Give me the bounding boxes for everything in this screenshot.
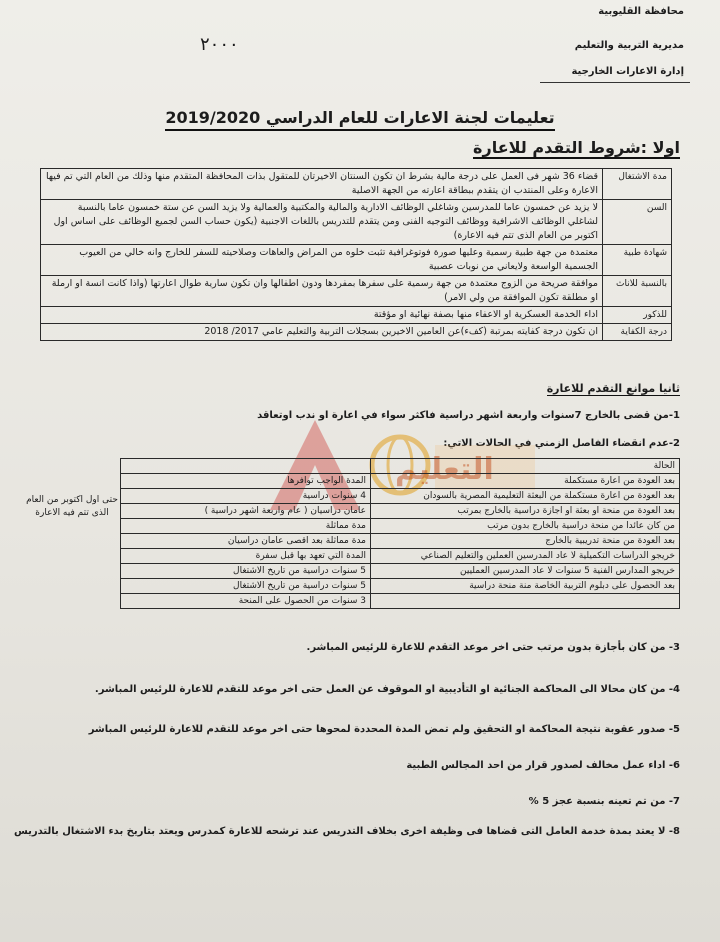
- section1-heading: اولا :شروط التقدم للاعارة: [473, 138, 680, 157]
- document-title-text: تعليمات لجنة الاعارات للعام الدراسي 2019/2020: [165, 108, 554, 131]
- condition-value: لا يزيد عن خمسون عاما للمدرسين وشاغلي الوظائف الادارية والمالية والمكتبية والعمالية ولا يزيد السن عن ستة خمسون عاما بالنسبة لشاغلي الوظائف الاشرافية ووظائف التوجيه الفنى ومن يتقدم للتدريس باللغات الاجنبية (يكون حساب السن لجميع الوظائف على اساس اول اكتوبر من العام الذى تتم فيه الاعارة): [41, 200, 603, 245]
- obstacle-item-7: 7- من تم تعينه بنسبة عجز 5 %: [528, 796, 680, 807]
- condition-row: [41, 324, 672, 341]
- condition-key: شهادة طبية: [603, 245, 672, 276]
- gap-case: بعد العودة من اعارة مستكملة: [371, 474, 680, 489]
- condition-value: معتمدة من جهة طبية رسمية وعليها صورة فوتوغرافية تثبت خلوه من المراض والعاهات وصلاحيته للسفر للخارج وانه خالي من العيوب الجسمية الواسعة ولايعاني من نوبات عصبية: [41, 245, 603, 276]
- gap-period-table: [120, 458, 680, 609]
- directorate-label: مديرية التربية والتعليم: [574, 40, 684, 51]
- gap-period-header: [121, 459, 371, 474]
- obstacle-item-5: 5- صدور عقوبة نتيجة المحاكمة او التحقيق ولم تمض المدة المحددة لمحوها حتى اخر موعد للتقدم للاعارة للرئيس المباشر: [88, 724, 680, 735]
- condition-key: بالنسبة للاناث: [603, 276, 672, 307]
- condition-row: [41, 307, 672, 324]
- condition-value: اداء الخدمة العسكرية او الاعفاء منها بصفة نهائية او مؤقتة: [41, 307, 603, 324]
- gap-period: مدة مماثلة: [121, 519, 371, 534]
- table-row: [121, 489, 680, 504]
- table-row: [121, 549, 680, 564]
- obstacle-item-4: 4- من كان محالا الى المحاكمة الجنائية او التأديبية او الموقوف عن العمل حتى اخر موعد للتقدم للاعارة للرئيس المباشر.: [94, 684, 680, 695]
- gap-case: [371, 594, 680, 609]
- governorate-label: محافظة القليوبية: [598, 6, 684, 17]
- condition-value: موافقة صريحة من الزوج معتمدة من جهة رسمية على سفرها بمفردها ودون اطفالها وان تكون سارية طوال اعارتها (واذا كانت انسة او ارملة او مطلقة تكون الموافقة من ولي الامر): [41, 276, 603, 307]
- gap-case: خريجو المدارس الفنية 5 سنوات لا عاد المدرسين العمليين: [371, 564, 680, 579]
- gap-period: 5 سنوات دراسية من تاريخ الاشتغال: [121, 564, 371, 579]
- condition-key: السن: [603, 200, 672, 245]
- section2-heading: ثانيا موانع التقدم للاعارة: [546, 382, 680, 395]
- gap-case: بعد العودة من اعارة مستكملة من البعثة التعليمية المصرية بالسودان: [371, 489, 680, 504]
- table-row: [121, 519, 680, 534]
- gap-period: المدة الواجب توافرها: [121, 474, 371, 489]
- department-label: إدارة الاعارات الخارجية: [571, 66, 684, 77]
- watermark-text: التعليم: [395, 452, 494, 487]
- gap-period: 3 سنوات من الحصول على المنحة: [121, 594, 371, 609]
- gap-case: بعد الحصول على دبلوم التربية الخاصة منة منحة دراسية: [371, 579, 680, 594]
- gap-case: بعد العودة من منحة او بعثة او اجازة دراسية بالخارج بمرتب: [371, 504, 680, 519]
- obstacle-point-1: 1-من قضى بالخارج 7سنوات واربعة اشهر دراسية فاكثر سواء في اعارة او ندب اوتعاقد: [257, 410, 680, 421]
- condition-key: للذكور: [603, 307, 672, 324]
- obstacle-item-6: 6- اداء عمل مخالف لصدور قرار من احد المجالس الطبية: [406, 760, 680, 771]
- condition-row: [41, 169, 672, 200]
- obstacle-point-2: 2-عدم انقضاء الفاصل الزمني في الحالات الاتي:: [443, 438, 680, 449]
- gap-case-header: الحالة: [371, 459, 680, 474]
- gap-table-header-row: [121, 459, 680, 474]
- gap-period: المدة التي تعهد بها قبل سفرة: [121, 549, 371, 564]
- condition-key: درجة الكفاية: [603, 324, 672, 341]
- gap-period: عامان دراسيان ( عام واربعة اشهر دراسية ): [121, 504, 371, 519]
- table-row: [121, 579, 680, 594]
- table-row: [121, 594, 680, 609]
- table-row: [121, 474, 680, 489]
- gap-case: من كان عائدا من منحة دراسية بالخارج بدون مرتب: [371, 519, 680, 534]
- obstacle-item-3: 3- من كان بأجازة بدون مرتب حتى اخر موعد التقدم للاعارة للرئيس المباشر.: [306, 642, 680, 653]
- condition-value: قضاء 36 شهر فى العمل على درجة مالية بشرط ان تكون السنتان الاخيرتان للمتقول بذات المحافظة المتقدم منها وذلك من العام التي تم فيها الاعارة وعلى المنتدب ان يتقدم ببطاقة اعارته من الجهة الاصلية: [41, 169, 603, 200]
- table-row: [121, 564, 680, 579]
- table-row: [121, 534, 680, 549]
- gap-table-side-note: حتى اول اكتوبر من العام الذى تتم فيه الاعارة: [26, 495, 118, 518]
- condition-row: [41, 200, 672, 245]
- gap-period: 4 سنوات دراسية: [121, 489, 371, 504]
- reference-number: ٢٠٠٠: [200, 34, 239, 55]
- gap-period: مدة مماثلة بعد اقصى عامان دراسيان: [121, 534, 371, 549]
- condition-key: مدة الاشتغال: [603, 169, 672, 200]
- conditions-table: [40, 168, 672, 341]
- obstacle-item-8: 8- لا يعتد بمدة خدمة العامل التى قضاها فى وظيفة اخرى بخلاف التدريس عند ترشحه للاعارة كمدرس ويعتد بتاريخ بدء الاشتغال بالتدريس: [13, 826, 680, 837]
- table-row: [121, 504, 680, 519]
- header-divider: [540, 82, 690, 83]
- gap-case: خريجو الدراسات التكميلية لا عاد المدرسين العملين والتعليم الصناعي: [371, 549, 680, 564]
- gap-period: 5 سنوات دراسية من تاريخ الاشتغال: [121, 579, 371, 594]
- condition-value: ان تكون درجة كفايته بمرتبة (كفء)عن العامين الاخيرين بسجلات التربية والتعليم عامي 2017/ 2018: [41, 324, 603, 341]
- gap-case: بعد العودة من منحة تدريبية بالخارج: [371, 534, 680, 549]
- condition-row: [41, 276, 672, 307]
- condition-row: [41, 245, 672, 276]
- document-title: [0, 108, 720, 127]
